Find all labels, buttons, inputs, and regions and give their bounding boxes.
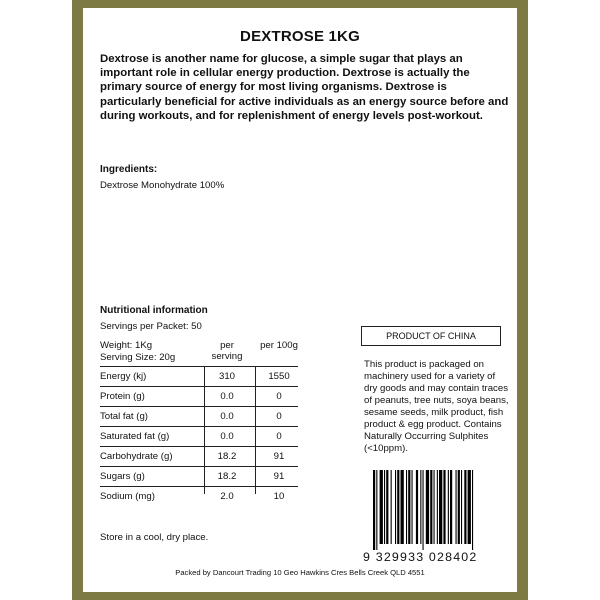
nutrient-per-100g: 91: [273, 471, 285, 482]
table-row: [100, 467, 298, 487]
barcode-bar: [450, 470, 452, 544]
nutrition-table: [100, 336, 298, 506]
nutrition-table-header: [100, 336, 298, 367]
barcode-bar: [426, 470, 429, 544]
ingredients-text: Dextrose Monohydrate 100%: [100, 180, 225, 191]
header-weight: Weight: 1Kg: [100, 340, 153, 351]
product-label: [83, 8, 517, 592]
nutrient-per-serving: 18.2: [217, 451, 237, 462]
nutrient-per-100g: 1550: [268, 371, 290, 382]
barcode-bar: [458, 470, 460, 544]
nutrient-name: Protein (g): [100, 391, 145, 402]
table-row: [100, 407, 298, 427]
barcode-bar: [391, 470, 392, 544]
barcode-bar: [472, 470, 473, 550]
barcode-bar: [384, 470, 385, 544]
barcode-bar: [408, 470, 410, 544]
table-row: [100, 447, 298, 467]
product-title: DEXTROSE 1KG: [240, 28, 360, 45]
barcode-bar: [437, 470, 438, 544]
barcode-bar: [420, 470, 421, 544]
nutrient-per-serving: 0.0: [220, 431, 234, 442]
nutrient-per-serving: 0.0: [220, 391, 234, 402]
header-weight-serving: [100, 340, 175, 364]
product-description: Dextrose is another name for glucose, a simple sugar that plays an important role in cellular energy production. Dextrose is actually the primary source of energy for most living organisms. Dextrose is particularly beneficial for active individuals as an energy source before and during workouts, and for replenishment of energy levels post-workout.: [100, 53, 509, 122]
nutrient-per-serving: 18.2: [217, 471, 237, 482]
nutrition-rows: [100, 367, 298, 506]
nutrient-per-serving: 310: [218, 371, 235, 382]
table-divider: [204, 366, 205, 494]
barcode: [373, 470, 499, 550]
barcode-bar: [386, 470, 388, 544]
barcode-bar: [401, 470, 404, 544]
servings-per-packet: Servings per Packet: 50: [100, 321, 202, 332]
table-row: [100, 387, 298, 407]
ingredients-heading: Ingredients:: [100, 164, 158, 175]
barcode-bar: [464, 470, 466, 544]
storage-instructions: Store in a cool, dry place.: [100, 532, 209, 543]
barcode-bar: [468, 470, 471, 544]
header-per-100g: per 100g: [260, 340, 298, 351]
nutrient-name: Total fat (g): [100, 411, 148, 422]
nutrient-name: Sugars (g): [100, 471, 145, 482]
table-row: [100, 427, 298, 447]
barcode-bar: [439, 470, 442, 544]
table-row: [100, 367, 298, 387]
packed-by: Packed by Dancourt Trading 10 Geo Hawkins Cres Bells Creek QLD 4551: [175, 568, 425, 577]
barcode-bar: [373, 470, 375, 550]
nutrient-per-100g: 0: [276, 411, 282, 422]
header-per-serving: per serving: [211, 340, 243, 362]
nutrient-name: Carbohydrate (g): [100, 451, 173, 462]
nutrient-per-100g: 10: [273, 491, 285, 502]
nutrient-per-100g: 0: [276, 431, 282, 442]
nutrient-name: Energy (kj): [100, 371, 147, 382]
nutrient-name: Saturated fat (g): [100, 431, 170, 442]
nutrient-per-100g: 91: [273, 451, 285, 462]
barcode-bar: [443, 470, 445, 544]
allergen-statement: This product is packaged on machinery used for a variety of dry goods and may contain traces of peanuts, tree nuts, soya beans, sesame seeds, milk product, fish product & egg product. Contains Naturally Occurring Sulphites (<10ppm).: [364, 359, 509, 454]
header-serving-size: Serving Size: 20g: [100, 352, 176, 363]
nutrient-name: Sodium (mg): [100, 491, 155, 502]
barcode-bar: [397, 470, 399, 544]
barcode-bar: [412, 470, 413, 544]
barcode-bar: [380, 470, 383, 544]
barcode-bar: [406, 470, 407, 544]
table-row: [100, 487, 298, 506]
barcode-bar: [434, 470, 435, 544]
barcode-number: 9 329933 028402: [363, 550, 478, 564]
table-divider: [255, 366, 256, 494]
nutrient-per-serving: 0.0: [220, 411, 234, 422]
barcode-bar: [448, 470, 449, 544]
nutrient-per-100g: 0: [276, 391, 282, 402]
barcode-bar: [395, 470, 396, 544]
nutrient-per-serving: 2.0: [220, 491, 234, 502]
barcode-bar: [376, 470, 377, 550]
barcode-bar: [423, 470, 424, 550]
barcode-bar: [416, 470, 418, 544]
origin-box: PRODUCT OF CHINA: [361, 326, 501, 346]
barcode-bar: [430, 470, 432, 544]
nutrition-heading: Nutritional information: [100, 305, 208, 316]
barcode-bar: [456, 470, 457, 544]
barcode-bar: [461, 470, 462, 544]
